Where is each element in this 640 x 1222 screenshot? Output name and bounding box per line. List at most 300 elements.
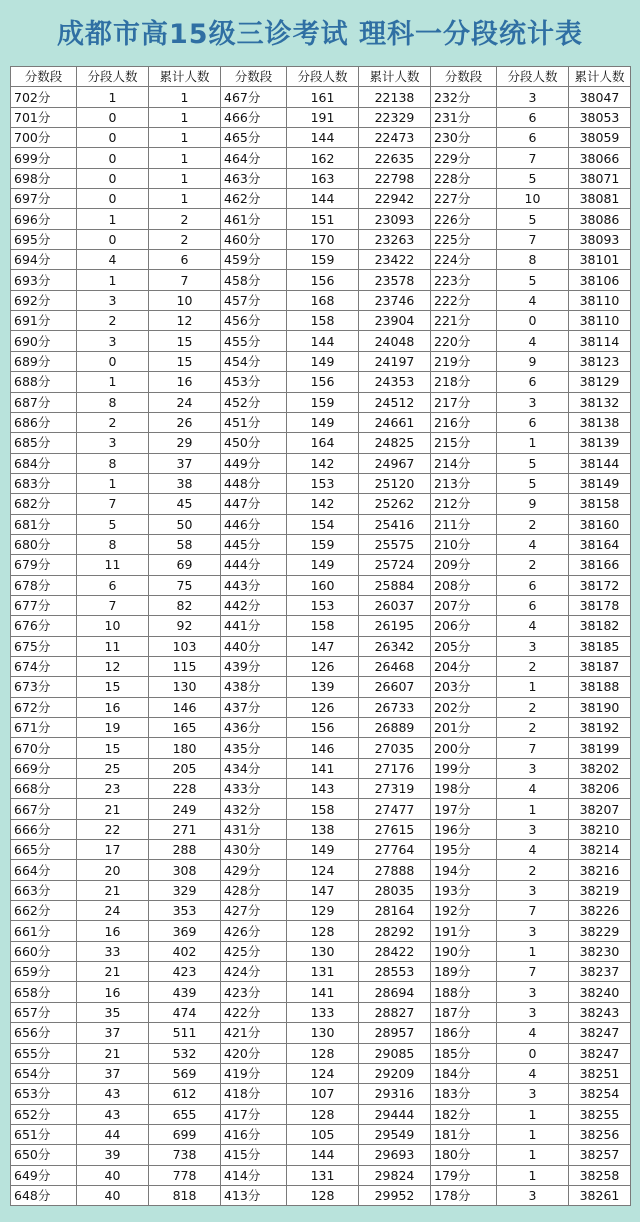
- cumulative-count-cell: 38240: [569, 982, 631, 1002]
- band-count-cell: 143: [287, 779, 359, 799]
- band-count-cell: 128: [287, 921, 359, 941]
- band-count-cell: 40: [77, 1185, 149, 1205]
- band-count-cell: 2: [77, 412, 149, 432]
- cumulative-count-cell: 29: [149, 433, 221, 453]
- cumulative-count-cell: 29209: [359, 1063, 431, 1083]
- band-count-cell: 37: [77, 1023, 149, 1043]
- score-band-cell: 452分: [221, 392, 287, 412]
- table-row: [11, 982, 631, 1002]
- cumulative-count-cell: 329: [149, 880, 221, 900]
- cumulative-count-cell: 402: [149, 941, 221, 961]
- table-row: [11, 290, 631, 310]
- cumulative-count-cell: 29444: [359, 1104, 431, 1124]
- band-count-cell: 3: [497, 921, 569, 941]
- cumulative-count-cell: 130: [149, 677, 221, 697]
- table-row: [11, 107, 631, 127]
- score-band-cell: 699分: [11, 148, 77, 168]
- cumulative-count-cell: 38247: [569, 1043, 631, 1063]
- cumulative-count-cell: 23904: [359, 311, 431, 331]
- score-band-cell: 199分: [431, 758, 497, 778]
- band-count-cell: 17: [77, 840, 149, 860]
- score-band-cell: 669分: [11, 758, 77, 778]
- cumulative-count-cell: 22942: [359, 189, 431, 209]
- cumulative-count-cell: 24197: [359, 351, 431, 371]
- score-band-cell: 420分: [221, 1043, 287, 1063]
- cumulative-count-cell: 655: [149, 1104, 221, 1124]
- cumulative-count-cell: 38: [149, 473, 221, 493]
- table-row: [11, 168, 631, 188]
- cumulative-count-cell: 38214: [569, 840, 631, 860]
- band-count-cell: 1: [77, 270, 149, 290]
- score-band-cell: 205分: [431, 636, 497, 656]
- band-count-cell: 1: [497, 1165, 569, 1185]
- score-band-cell: 661分: [11, 921, 77, 941]
- score-band-cell: 442分: [221, 595, 287, 615]
- score-band-cell: 660分: [11, 941, 77, 961]
- cumulative-count-cell: 38166: [569, 555, 631, 575]
- score-band-cell: 415分: [221, 1145, 287, 1165]
- band-count-cell: 158: [287, 799, 359, 819]
- table-row: [11, 87, 631, 107]
- score-band-cell: 421分: [221, 1023, 287, 1043]
- band-count-cell: 9: [497, 351, 569, 371]
- band-count-cell: 147: [287, 636, 359, 656]
- band-count-cell: 3: [77, 290, 149, 310]
- cumulative-count-cell: 28827: [359, 1002, 431, 1022]
- score-band-cell: 449分: [221, 453, 287, 473]
- header-score-band: 分数段: [11, 67, 77, 87]
- cumulative-count-cell: 38199: [569, 738, 631, 758]
- score-band-cell: 701分: [11, 107, 77, 127]
- cumulative-count-cell: 22329: [359, 107, 431, 127]
- band-count-cell: 4: [77, 250, 149, 270]
- score-band-cell: 228分: [431, 168, 497, 188]
- band-count-cell: 139: [287, 677, 359, 697]
- band-count-cell: 7: [497, 901, 569, 921]
- band-count-cell: 7: [77, 595, 149, 615]
- score-band-cell: 417分: [221, 1104, 287, 1124]
- cumulative-count-cell: 38247: [569, 1023, 631, 1043]
- cumulative-count-cell: 474: [149, 1002, 221, 1022]
- table-row: [11, 738, 631, 758]
- score-band-cell: 435分: [221, 738, 287, 758]
- score-band-cell: 213分: [431, 473, 497, 493]
- band-count-cell: 2: [497, 656, 569, 676]
- score-band-cell: 184分: [431, 1063, 497, 1083]
- score-band-cell: 226分: [431, 209, 497, 229]
- cumulative-count-cell: 23093: [359, 209, 431, 229]
- cumulative-count-cell: 38229: [569, 921, 631, 941]
- score-band-cell: 225分: [431, 229, 497, 249]
- score-band-cell: 211分: [431, 514, 497, 534]
- band-count-cell: 160: [287, 575, 359, 595]
- band-count-cell: 149: [287, 555, 359, 575]
- band-count-cell: 6: [497, 107, 569, 127]
- score-band-cell: 671分: [11, 718, 77, 738]
- cumulative-count-cell: 165: [149, 718, 221, 738]
- score-band-cell: 652分: [11, 1104, 77, 1124]
- score-band-cell: 183分: [431, 1084, 497, 1104]
- cumulative-count-cell: 818: [149, 1185, 221, 1205]
- band-count-cell: 33: [77, 941, 149, 961]
- score-band-cell: 464分: [221, 148, 287, 168]
- band-count-cell: 11: [77, 636, 149, 656]
- score-band-cell: 679分: [11, 555, 77, 575]
- cumulative-count-cell: 249: [149, 799, 221, 819]
- cumulative-count-cell: 38114: [569, 331, 631, 351]
- band-count-cell: 162: [287, 148, 359, 168]
- score-band-cell: 436分: [221, 718, 287, 738]
- band-count-cell: 15: [77, 677, 149, 697]
- band-count-cell: 1: [77, 473, 149, 493]
- band-count-cell: 3: [497, 392, 569, 412]
- cumulative-count-cell: 38178: [569, 595, 631, 615]
- score-band-cell: 197分: [431, 799, 497, 819]
- score-band-cell: 667分: [11, 799, 77, 819]
- score-band-cell: 221分: [431, 311, 497, 331]
- score-band-cell: 192分: [431, 901, 497, 921]
- table-row: [11, 311, 631, 331]
- table-row: [11, 250, 631, 270]
- band-count-cell: 4: [497, 616, 569, 636]
- table-row: [11, 189, 631, 209]
- band-count-cell: 130: [287, 1023, 359, 1043]
- band-count-cell: 146: [287, 738, 359, 758]
- score-band-cell: 675分: [11, 636, 77, 656]
- cumulative-count-cell: 26037: [359, 595, 431, 615]
- score-band-cell: 178分: [431, 1185, 497, 1205]
- cumulative-count-cell: 1: [149, 87, 221, 107]
- score-band-cell: 650分: [11, 1145, 77, 1165]
- table-row: [11, 1104, 631, 1124]
- band-count-cell: 10: [497, 189, 569, 209]
- cumulative-count-cell: 38172: [569, 575, 631, 595]
- band-count-cell: 164: [287, 433, 359, 453]
- header-cumulative-count: 累计人数: [359, 67, 431, 87]
- band-count-cell: 3: [497, 758, 569, 778]
- score-band-cell: 458分: [221, 270, 287, 290]
- band-count-cell: 1: [497, 799, 569, 819]
- score-band-cell: 431分: [221, 819, 287, 839]
- table-row: [11, 799, 631, 819]
- band-count-cell: 2: [497, 555, 569, 575]
- band-count-cell: 159: [287, 250, 359, 270]
- cumulative-count-cell: 7: [149, 270, 221, 290]
- band-count-cell: 43: [77, 1104, 149, 1124]
- cumulative-count-cell: 38138: [569, 412, 631, 432]
- score-band-cell: 179分: [431, 1165, 497, 1185]
- cumulative-count-cell: 38123: [569, 351, 631, 371]
- cumulative-count-cell: 38047: [569, 87, 631, 107]
- cumulative-count-cell: 26195: [359, 616, 431, 636]
- cumulative-count-cell: 205: [149, 758, 221, 778]
- score-band-cell: 429分: [221, 860, 287, 880]
- band-count-cell: 124: [287, 860, 359, 880]
- cumulative-count-cell: 24967: [359, 453, 431, 473]
- score-band-cell: 659分: [11, 962, 77, 982]
- band-count-cell: 0: [77, 189, 149, 209]
- cumulative-count-cell: 24661: [359, 412, 431, 432]
- cumulative-count-cell: 92: [149, 616, 221, 636]
- band-count-cell: 43: [77, 1084, 149, 1104]
- table-row: [11, 270, 631, 290]
- score-band-cell: 216分: [431, 412, 497, 432]
- cumulative-count-cell: 271: [149, 819, 221, 839]
- band-count-cell: 4: [497, 1023, 569, 1043]
- band-count-cell: 4: [497, 1063, 569, 1083]
- cumulative-count-cell: 38066: [569, 148, 631, 168]
- band-count-cell: 154: [287, 514, 359, 534]
- cumulative-count-cell: 38160: [569, 514, 631, 534]
- band-count-cell: 124: [287, 1063, 359, 1083]
- table-row: [11, 575, 631, 595]
- band-count-cell: 131: [287, 962, 359, 982]
- band-count-cell: 1: [77, 372, 149, 392]
- score-band-cell: 460分: [221, 229, 287, 249]
- cumulative-count-cell: 10: [149, 290, 221, 310]
- cumulative-count-cell: 24512: [359, 392, 431, 412]
- band-count-cell: 21: [77, 962, 149, 982]
- score-band-cell: 423分: [221, 982, 287, 1002]
- table-row: [11, 148, 631, 168]
- table-row: [11, 453, 631, 473]
- cumulative-count-cell: 23746: [359, 290, 431, 310]
- table-row: [11, 1185, 631, 1205]
- cumulative-count-cell: 103: [149, 636, 221, 656]
- score-band-cell: 232分: [431, 87, 497, 107]
- band-count-cell: 156: [287, 372, 359, 392]
- cumulative-count-cell: 28035: [359, 880, 431, 900]
- cumulative-count-cell: 439: [149, 982, 221, 1002]
- band-count-cell: 2: [497, 697, 569, 717]
- cumulative-count-cell: 15: [149, 351, 221, 371]
- table-row: [11, 229, 631, 249]
- cumulative-count-cell: 29316: [359, 1084, 431, 1104]
- cumulative-count-cell: 38106: [569, 270, 631, 290]
- band-count-cell: 5: [497, 453, 569, 473]
- score-band-cell: 191分: [431, 921, 497, 941]
- band-count-cell: 133: [287, 1002, 359, 1022]
- cumulative-count-cell: 28164: [359, 901, 431, 921]
- table-row: [11, 1043, 631, 1063]
- score-distribution-table: [10, 66, 631, 1206]
- band-count-cell: 126: [287, 656, 359, 676]
- score-band-cell: 220分: [431, 331, 497, 351]
- cumulative-count-cell: 228: [149, 779, 221, 799]
- score-band-cell: 696分: [11, 209, 77, 229]
- band-count-cell: 16: [77, 921, 149, 941]
- score-band-cell: 455分: [221, 331, 287, 351]
- band-count-cell: 1: [77, 209, 149, 229]
- table-row: [11, 595, 631, 615]
- cumulative-count-cell: 38132: [569, 392, 631, 412]
- score-band-cell: 462分: [221, 189, 287, 209]
- cumulative-count-cell: 38110: [569, 311, 631, 331]
- band-count-cell: 144: [287, 189, 359, 209]
- score-band-cell: 443分: [221, 575, 287, 595]
- band-count-cell: 5: [497, 168, 569, 188]
- band-count-cell: 20: [77, 860, 149, 880]
- score-band-cell: 697分: [11, 189, 77, 209]
- score-band-cell: 229分: [431, 148, 497, 168]
- band-count-cell: 0: [77, 128, 149, 148]
- score-band-cell: 686分: [11, 412, 77, 432]
- cumulative-count-cell: 511: [149, 1023, 221, 1043]
- band-count-cell: 161: [287, 87, 359, 107]
- band-count-cell: 3: [497, 1002, 569, 1022]
- cumulative-count-cell: 37: [149, 453, 221, 473]
- score-band-cell: 682分: [11, 494, 77, 514]
- cumulative-count-cell: 38158: [569, 494, 631, 514]
- score-band-cell: 457分: [221, 290, 287, 310]
- cumulative-count-cell: 38093: [569, 229, 631, 249]
- table-row: [11, 758, 631, 778]
- score-band-cell: 190分: [431, 941, 497, 961]
- cumulative-count-cell: 28422: [359, 941, 431, 961]
- table-row: [11, 1145, 631, 1165]
- band-count-cell: 8: [77, 392, 149, 412]
- cumulative-count-cell: 25724: [359, 555, 431, 575]
- score-band-cell: 691分: [11, 311, 77, 331]
- score-band-cell: 678分: [11, 575, 77, 595]
- cumulative-count-cell: 38182: [569, 616, 631, 636]
- table-row: [11, 880, 631, 900]
- score-band-cell: 683分: [11, 473, 77, 493]
- header-band-count: 分段人数: [77, 67, 149, 87]
- score-band-cell: 209分: [431, 555, 497, 575]
- table-row: [11, 412, 631, 432]
- score-band-cell: 658分: [11, 982, 77, 1002]
- table-row: [11, 392, 631, 412]
- cumulative-count-cell: 25120: [359, 473, 431, 493]
- cumulative-count-cell: 27319: [359, 779, 431, 799]
- band-count-cell: 15: [77, 738, 149, 758]
- band-count-cell: 19: [77, 718, 149, 738]
- band-count-cell: 156: [287, 718, 359, 738]
- band-count-cell: 128: [287, 1104, 359, 1124]
- cumulative-count-cell: 50: [149, 514, 221, 534]
- table-row: [11, 962, 631, 982]
- cumulative-count-cell: 6: [149, 250, 221, 270]
- cumulative-count-cell: 25416: [359, 514, 431, 534]
- table-row: [11, 1084, 631, 1104]
- table-row: [11, 1002, 631, 1022]
- score-band-cell: 684分: [11, 453, 77, 473]
- band-count-cell: 7: [497, 229, 569, 249]
- cumulative-count-cell: 15: [149, 331, 221, 351]
- band-count-cell: 158: [287, 311, 359, 331]
- score-band-cell: 203分: [431, 677, 497, 697]
- band-count-cell: 37: [77, 1063, 149, 1083]
- cumulative-count-cell: 38185: [569, 636, 631, 656]
- score-band-cell: 672分: [11, 697, 77, 717]
- score-band-cell: 690分: [11, 331, 77, 351]
- score-band-cell: 655分: [11, 1043, 77, 1063]
- table-row: [11, 901, 631, 921]
- band-count-cell: 3: [497, 880, 569, 900]
- score-band-cell: 445分: [221, 534, 287, 554]
- band-count-cell: 7: [497, 738, 569, 758]
- cumulative-count-cell: 23422: [359, 250, 431, 270]
- band-count-cell: 3: [497, 819, 569, 839]
- cumulative-count-cell: 115: [149, 656, 221, 676]
- cumulative-count-cell: 38059: [569, 128, 631, 148]
- band-count-cell: 0: [77, 229, 149, 249]
- table-row: [11, 636, 631, 656]
- score-band-cell: 676分: [11, 616, 77, 636]
- header-score-band: 分数段: [221, 67, 287, 87]
- cumulative-count-cell: 38101: [569, 250, 631, 270]
- band-count-cell: 126: [287, 697, 359, 717]
- score-band-cell: 416分: [221, 1124, 287, 1144]
- band-count-cell: 7: [497, 962, 569, 982]
- score-band-cell: 465分: [221, 128, 287, 148]
- score-band-cell: 214分: [431, 453, 497, 473]
- score-band-cell: 440分: [221, 636, 287, 656]
- score-band-cell: 451分: [221, 412, 287, 432]
- cumulative-count-cell: 26468: [359, 656, 431, 676]
- score-band-cell: 665分: [11, 840, 77, 860]
- cumulative-count-cell: 28292: [359, 921, 431, 941]
- cumulative-count-cell: 23263: [359, 229, 431, 249]
- score-band-cell: 456分: [221, 311, 287, 331]
- score-band-cell: 685分: [11, 433, 77, 453]
- cumulative-count-cell: 38071: [569, 168, 631, 188]
- band-count-cell: 6: [497, 595, 569, 615]
- score-band-cell: 201分: [431, 718, 497, 738]
- cumulative-count-cell: 29693: [359, 1145, 431, 1165]
- band-count-cell: 3: [497, 982, 569, 1002]
- score-band-cell: 204分: [431, 656, 497, 676]
- band-count-cell: 1: [497, 1104, 569, 1124]
- score-band-cell: 692分: [11, 290, 77, 310]
- band-count-cell: 6: [77, 575, 149, 595]
- cumulative-count-cell: 2: [149, 229, 221, 249]
- band-count-cell: 153: [287, 595, 359, 615]
- cumulative-count-cell: 38129: [569, 372, 631, 392]
- cumulative-count-cell: 532: [149, 1043, 221, 1063]
- band-count-cell: 4: [497, 840, 569, 860]
- band-count-cell: 3: [497, 87, 569, 107]
- score-band-cell: 426分: [221, 921, 287, 941]
- band-count-cell: 142: [287, 494, 359, 514]
- score-band-cell: 196分: [431, 819, 497, 839]
- band-count-cell: 141: [287, 758, 359, 778]
- score-band-cell: 418分: [221, 1084, 287, 1104]
- table-row: [11, 433, 631, 453]
- score-band-cell: 414分: [221, 1165, 287, 1185]
- header-band-count: 分段人数: [497, 67, 569, 87]
- cumulative-count-cell: 26: [149, 412, 221, 432]
- band-count-cell: 138: [287, 819, 359, 839]
- band-count-cell: 141: [287, 982, 359, 1002]
- band-count-cell: 1: [497, 941, 569, 961]
- band-count-cell: 131: [287, 1165, 359, 1185]
- score-band-cell: 185分: [431, 1043, 497, 1063]
- score-band-cell: 694分: [11, 250, 77, 270]
- cumulative-count-cell: 24: [149, 392, 221, 412]
- band-count-cell: 7: [77, 494, 149, 514]
- cumulative-count-cell: 38256: [569, 1124, 631, 1144]
- cumulative-count-cell: 38190: [569, 697, 631, 717]
- cumulative-count-cell: 28957: [359, 1023, 431, 1043]
- band-count-cell: 0: [497, 1043, 569, 1063]
- band-count-cell: 5: [497, 270, 569, 290]
- band-count-cell: 4: [497, 290, 569, 310]
- table-row: [11, 718, 631, 738]
- table-row: [11, 534, 631, 554]
- band-count-cell: 1: [497, 1145, 569, 1165]
